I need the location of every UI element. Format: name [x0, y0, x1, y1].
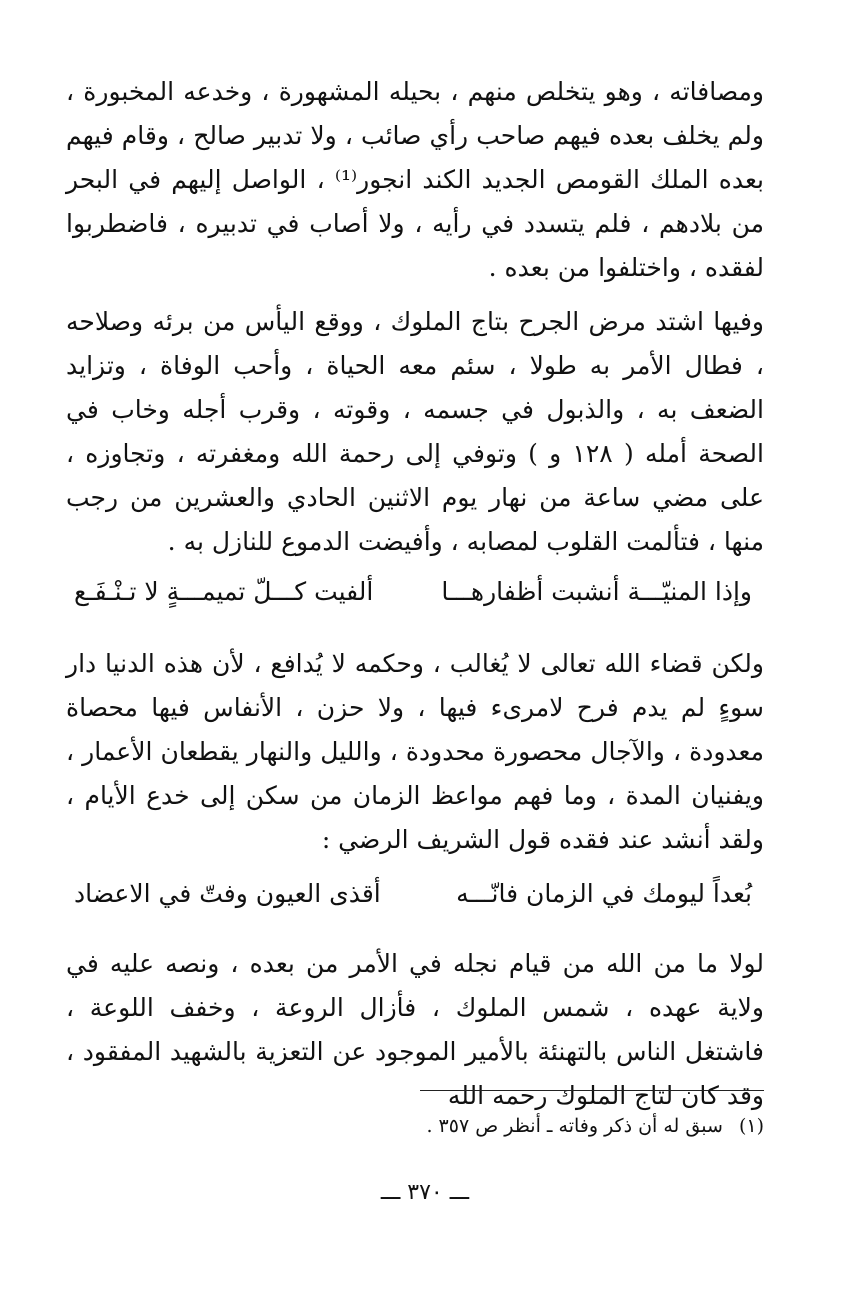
footnote	[426, 1112, 764, 1140]
footnote-text: سبق له أن ذكر وفاته ـ أنظر ص ٣٥٧ .	[426, 1115, 723, 1137]
verse-2-first-hemistich: بُعداً ليومك في الزمان فانّـــه	[456, 879, 752, 908]
paragraph-4: لولا ما من الله من قيام نجله في الأمر من بعده ، ونصه عليه في ولاية عهده ، شمس الملوك ، فأزال الروعة ، وخفف اللوعة ، فاشتغل الناس بالتهنئة بالأمير الموجود عن التعزية بالشهيد المفقود ، وقد كان لتاج الملوك رحمه الله	[66, 949, 764, 1110]
footnote-number: (١)	[738, 1115, 764, 1137]
verse-1-first-hemistich: وإذا المنيّـــة أنشبت أظفارهـــا	[441, 577, 752, 606]
poem-verse-2	[66, 872, 764, 916]
paragraph-1: ومصافاته ، وهو يتخلص منهم ، بحيله المشهورة ، وخدعه المخبورة ، ولم يخلف بعده فيهم صاحب رأي صائب ، ولا تدبير صالح ، وقام فيهم بعده الملك القومص الجديد الكند انجور⁽¹⁾ ، الواصل إليهم في البحر من بلادهم ، فلم يتسدد في رأيه ، ولا أصاب في تدبيره ، فاضطربوا لفقده ، واختلفوا من بعده .	[66, 77, 764, 282]
paragraph-2: وفيها اشتد مرض الجرح بتاج الملوك ، ووقع اليأس من برئه وصلاحه ، فطال الأمر به طولا ، سئم معه الحياة ، وأحب الوفاة ، وتزايد الضعف به ، والذبول في جسمه ، وقوته ، وقرب أجله وخاب في الصحة أمله ( ١٢٨ و ) وتوفي إلى رحمة الله ومغفرته ، وتجاوزه ، على مضي ساعة من نهار يوم الاثنين الحادي والعشرين من رجب منها ، فتألمت القلوب لمصابه ، وأفيضت الدموع للنازل به .	[66, 307, 764, 556]
page-number: ـــ ٣٧٠ ـــ	[380, 1180, 470, 1205]
paragraph-3: ولكن قضاء الله تعالى لا يُغالب ، وحكمه لا يُدافع ، لأن هذه الدنيا دار سوءٍ لم يدم فرح لامرىء فيها ، ولا حزن ، الأنفاس فيها محصاة معدودة ، والآجال محصورة محدودة ، والليل والنهار يقطعان الأعمار ، ويفنيان المدة ، وما فهم مواعظ الزمان من سكن إلى خدع الأيام ، ولقد أنشد عند فقده قول الشريف الرضي :	[66, 649, 764, 854]
verse-1-second-hemistich: ألفيت كـــلّ تميمـــةٍ لا تـنْـفَـع	[74, 577, 374, 606]
poem-verse-1	[66, 570, 764, 614]
verse-2-second-hemistich: أقذى العيون وفتّ في الاعضاد	[74, 879, 381, 908]
footnote-separator	[420, 1090, 764, 1091]
